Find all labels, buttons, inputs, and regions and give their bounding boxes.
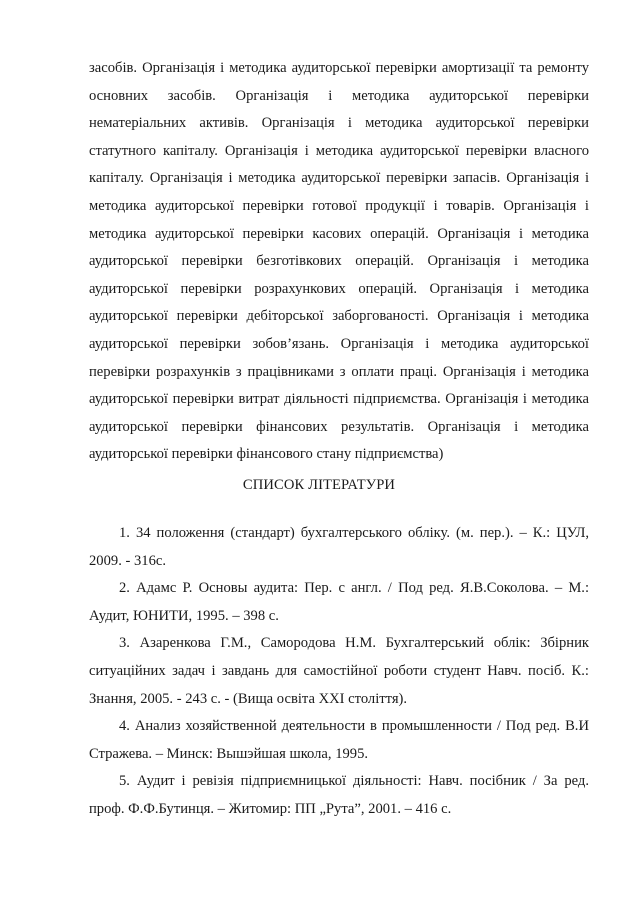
reference-item: 2. Адамс Р. Основы аудита: Пер. с англ. / Под ред. Я.В.Соколова. – М.: Аудит, ЮНИТИ, 1995. – 398 с.: [89, 580, 589, 624]
reference-item: 5. Аудит і ревізія підприємницької діяльності: Навч. посібник / За ред. проф. Ф.Ф.Бутинця. – Житомир: ПП „Рута”, 2001. – 416 с.: [89, 773, 589, 817]
reference-item: 3. Азаренкова Г.М., Самородова Н.М. Бухгалтерський облік: Збірник ситуаційних задач і завдань для самостійної роботи студент Навч. посіб. К.: Знання, 2005. - 243 с. - (Вища освіта XXI століття).: [89, 635, 589, 707]
references-heading: СПИСОК ЛІТЕРАТУРИ: [242, 477, 396, 493]
intro-paragraph: засобів. Організація і методика аудиторської перевірки амортизації та ремонту основних засобів. Організація і методика аудиторської перевірки нематеріальних активів. Організація і методика аудиторської перевірки статутного капіталу. Організація і методика аудиторської перевірки власного капіталу. Організація і методика аудиторської перевірки запасів. Організація і методика аудиторської перевірки готової продукції і товарів. Організація і методика аудиторської перевірки касових операцій. Організація і методика аудиторської перевірки безготівкових операцій. Організація і методика аудиторської перевірки розрахункових операцій. Організація і методика аудиторської перевірки дебіторської заборгованості. Організація і методика аудиторської перевірки зобов’язань. Організація і методика аудиторської перевірки розрахунків з працівниками з оплати праці. Організація і методика аудиторської перевірки витрат діяльності підприємства. Організація і методика аудиторської перевірки фінансових результатів. Організація і методика аудиторської перевірки фінансового стану підприємства): [89, 60, 589, 463]
references-list: [89, 520, 589, 824]
reference-item: 4. Анализ хозяйственной деятельности в промышленности / Под ред. В.И Стражева. – Минск: Вышэйшая школа, 1995.: [89, 718, 589, 762]
reference-item: 1. 34 положення (стандарт) бухгалтерського обліку. (м. пер.). – К.: ЦУЛ, 2009. - 316с.: [89, 525, 589, 569]
